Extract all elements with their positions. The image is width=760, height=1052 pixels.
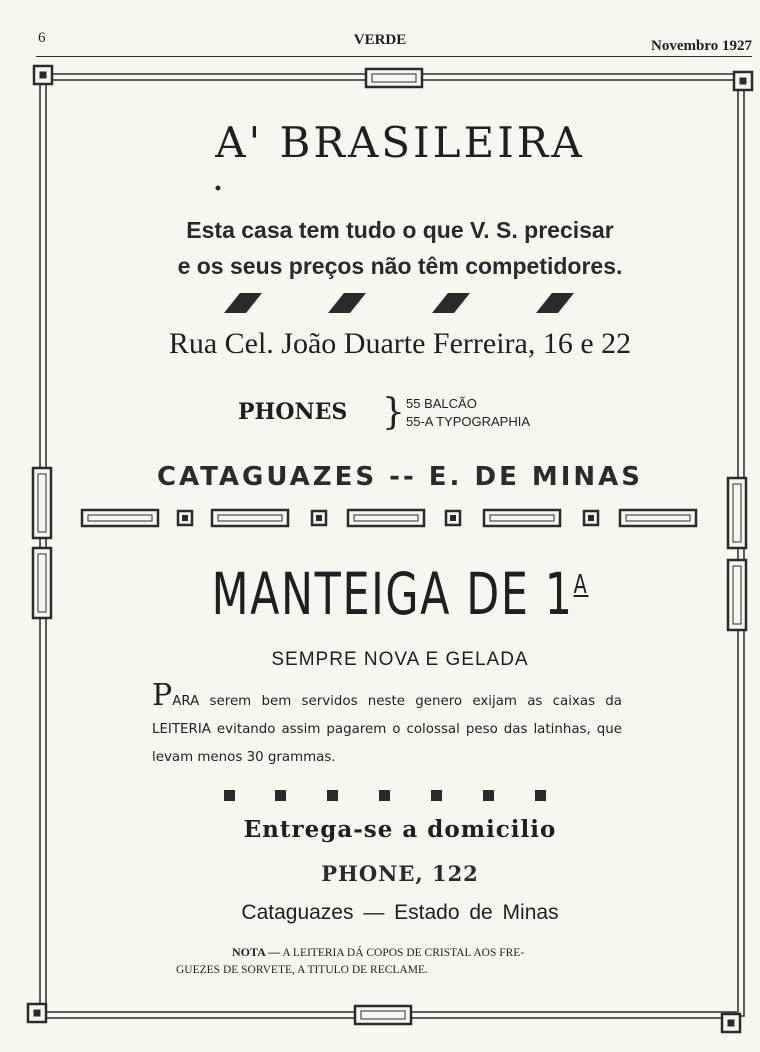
tagline-line-2: e os seus preços não têm competidores. [177, 253, 623, 279]
store-tagline [60, 212, 740, 284]
divider-square [535, 790, 546, 801]
divider-square [224, 790, 235, 801]
divider-square [483, 790, 494, 801]
footnote [176, 944, 616, 979]
butter-headline-text: MANTEIGA DE 1 [211, 560, 574, 628]
delivery-line: Entrega-se a domicilio [243, 816, 557, 843]
divider-square [431, 790, 442, 801]
store-city: CATAGUAZES -- E. DE MINAS [156, 462, 644, 492]
brace-icon: } [382, 392, 405, 433]
phone-line-typographia: 55-A TYPOGRAPHIA [406, 414, 531, 429]
drop-cap: P [152, 678, 173, 713]
phone-lines [406, 395, 530, 431]
divider-square [379, 790, 390, 801]
butter-subtitle: SEMPRE NOVA E GELADA [271, 649, 529, 670]
note-line-1: A LEITERIA DÁ COPOS DE CRISTAL AOS FRE- [282, 947, 525, 959]
dairy-place: Cataguazes — Estado de Minas [241, 901, 559, 924]
butter-headline [121, 560, 679, 628]
phones-label: PHONES [238, 399, 348, 425]
note-label: NOTA — [232, 945, 281, 959]
page-number: 6 [38, 30, 46, 46]
divider-square [275, 790, 286, 801]
note-line-2: GUEZES DE SORVETE, A TITULO DE RECLAME. [176, 964, 428, 976]
divider-square [327, 790, 338, 801]
issue-date: Novembro 1927 [651, 38, 752, 54]
butter-headline-suffix: A [573, 570, 589, 600]
dairy-phone: PHONE, 122 [321, 861, 479, 886]
phone-line-balcao: 55 BALCÃO [406, 396, 477, 411]
store-title: A' BRASILEIRA [215, 118, 585, 167]
tagline-line-1: Esta casa tem tudo o que V. S. precisar [186, 217, 614, 243]
journal-title: VERDE [353, 32, 407, 48]
store-address: Rua Cel. João Duarte Ferreira, 16 e 22 [168, 327, 632, 360]
paragraph-text: ARA serem bem servidos neste genero exijam as caixas da LEITERIA evitando assim pagarem o colossal peso das latinhas, que levam menos 30 grammas. [152, 694, 622, 765]
butter-paragraph [152, 678, 622, 772]
phones-block [60, 392, 740, 445]
